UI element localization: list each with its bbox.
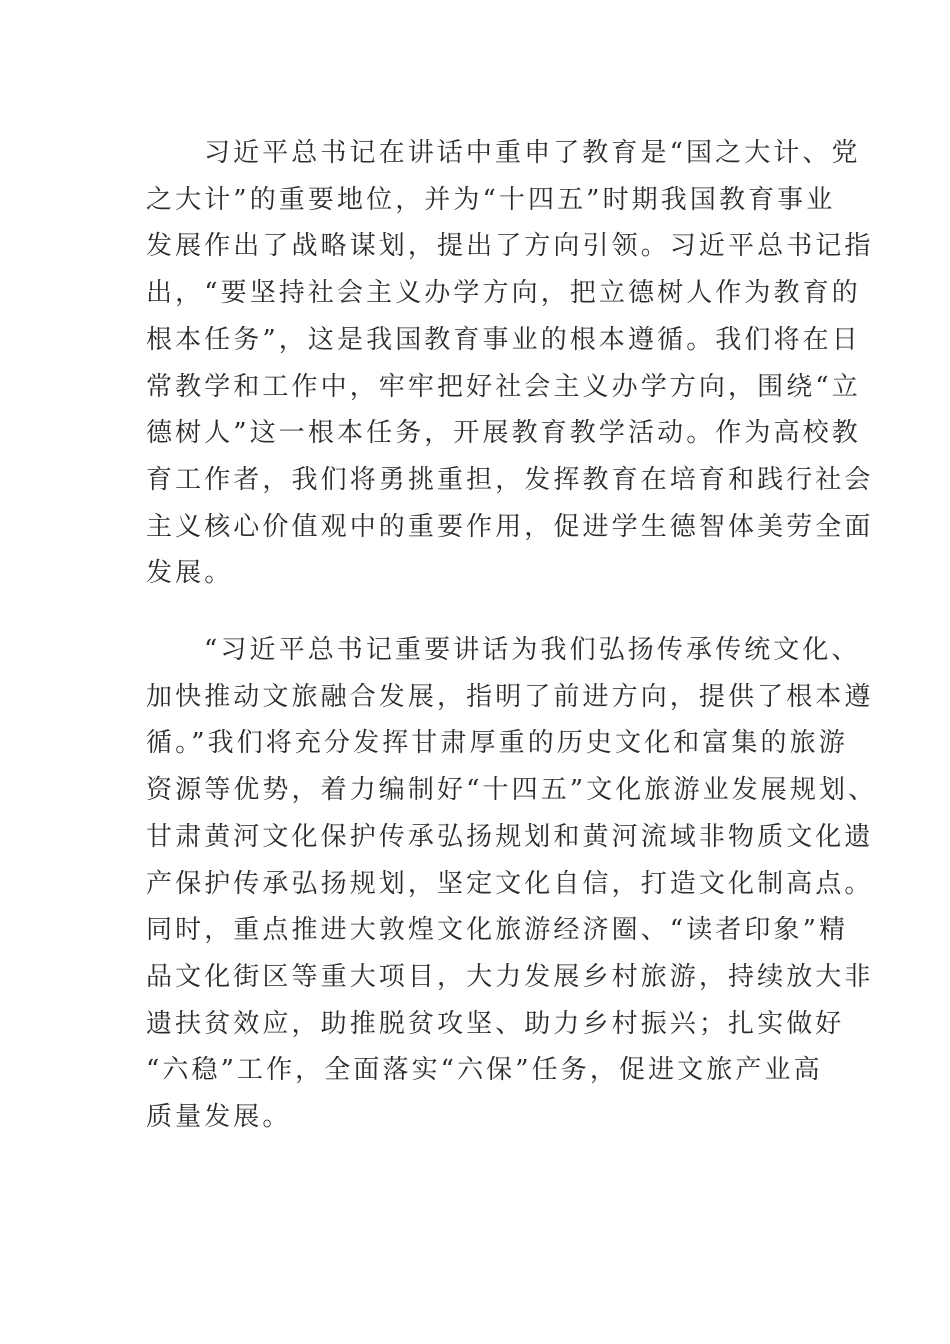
text-line: 品文化街区等重大项目，大力发展乡村旅游，持续放大非: [146, 961, 874, 992]
text-line: 习近平总书记在讲话中重申了教育是“国之大计、党: [204, 138, 861, 168]
text-line: 加快推动文旅融合发展，指明了前进方向，提供了根本遵: [146, 681, 874, 712]
text-line: 产保护传承弘扬规划，坚定文化自信，打造文化制高点。: [146, 868, 874, 899]
document-body: [146, 130, 878, 1141]
text-line: 质量发展。: [146, 1102, 292, 1133]
text-line: 甘肃黄河文化保护传承弘扬规划和黄河流域非物质文化遗: [146, 821, 874, 852]
text-line: 发展。: [146, 558, 234, 589]
text-line: 根本任务”，这是我国教育事业的根本遵循。我们将在日: [146, 324, 861, 355]
text-line: “习近平总书记重要讲话为我们弘扬传承传统文化、: [204, 635, 861, 666]
text-line: 常教学和工作中，牢牢把好社会主义办学方向，围绕“立: [146, 371, 861, 402]
text-line: 循。”我们将充分发挥甘肃厚重的历史文化和富集的旅游: [146, 728, 848, 759]
paragraph-culture-tourism: [146, 627, 878, 1141]
text-line: 德树人”这一根本任务，开展教育教学活动。作为高校教: [146, 418, 861, 449]
text-line: 遗扶贫效应，助推脱贫攻坚、助力乡村振兴；扎实做好: [146, 1008, 845, 1039]
text-line: 资源等优势，着力编制好“十四五”文化旅游业发展规划、: [146, 775, 878, 806]
text-line: “六稳”工作，全面落实“六保”任务，促进文旅产业高: [146, 1055, 823, 1086]
text-line: 同时，重点推进大敦煌文化旅游经济圈、“读者印象”精: [146, 915, 849, 946]
text-line: 出，“要坚持社会主义办学方向，把立德树人作为教育的: [146, 278, 861, 309]
text-line: 发展作出了战略谋划，提出了方向引领。习近平总书记指: [146, 231, 874, 262]
text-line: 主义核心价值观中的重要作用，促进学生德智体美劳全面: [146, 511, 874, 542]
text-line: 之大计”的重要地位，并为“十四五”时期我国教育事业: [146, 184, 836, 215]
paragraph-education: [146, 130, 874, 597]
text-line: 育工作者，我们将勇挑重担，发挥教育在培育和践行社会: [146, 464, 874, 495]
